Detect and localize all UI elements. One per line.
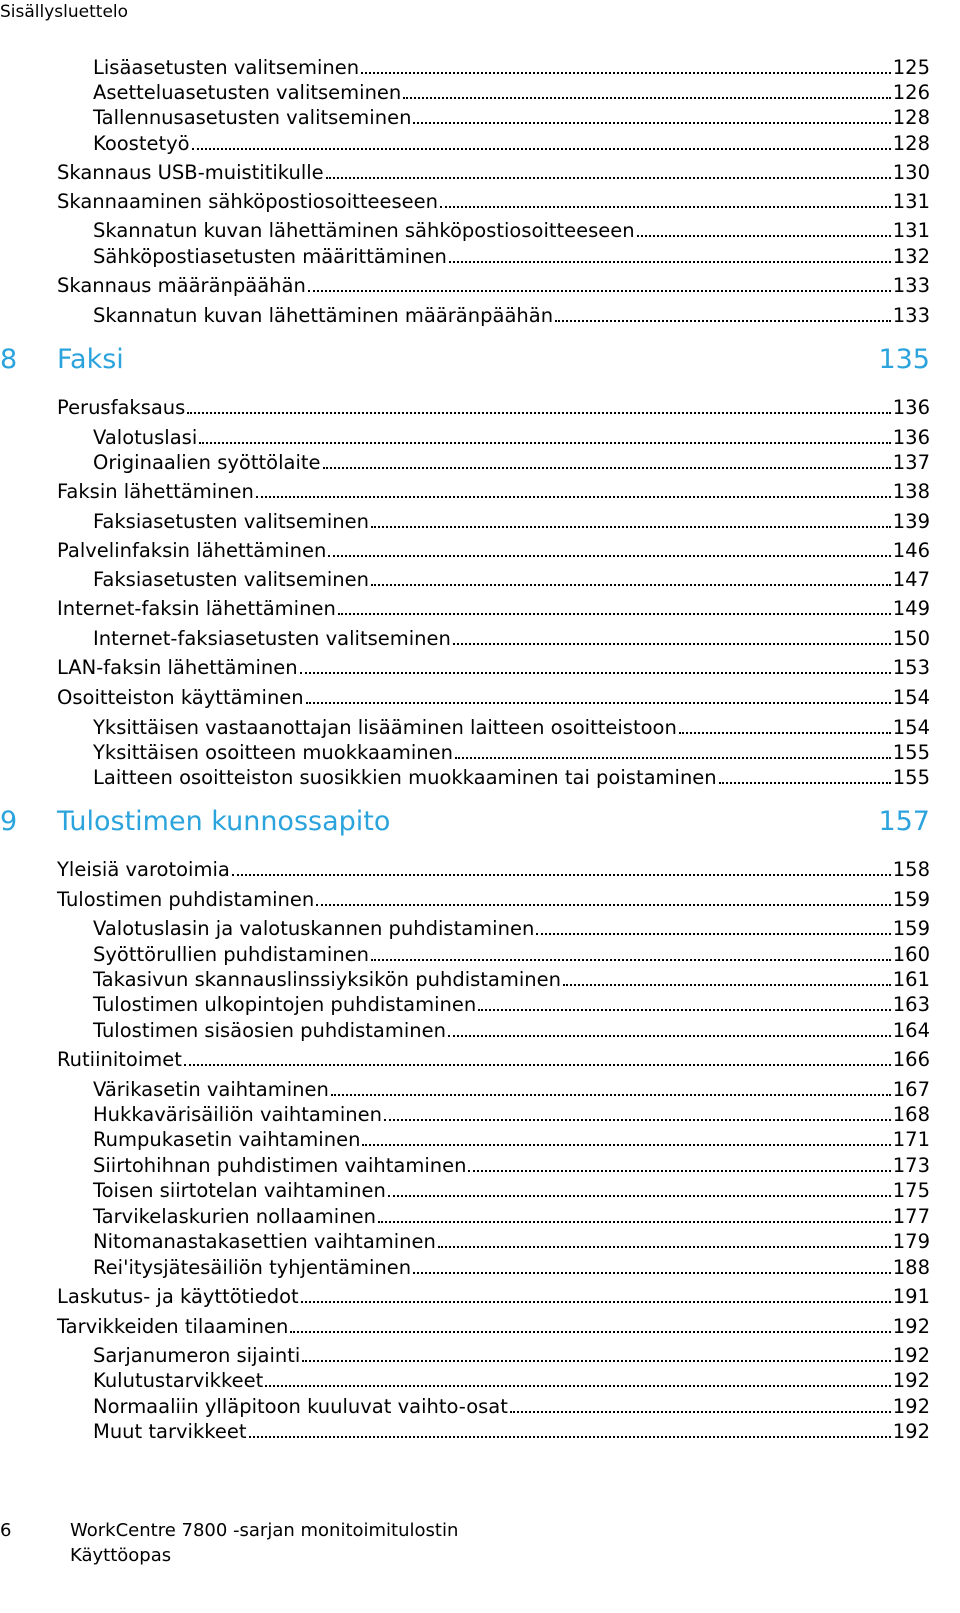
dot-leader [478, 1009, 891, 1011]
toc-entry-title: Skannaus USB-muistitikulle [57, 161, 324, 184]
toc-entry-page: 192 [892, 1395, 930, 1418]
toc-entry-page: 128 [892, 106, 930, 129]
toc-entry-page: 191 [892, 1285, 930, 1308]
toc-entry-page: 166 [892, 1048, 930, 1071]
dot-leader [378, 1221, 891, 1223]
toc-entry-page: 125 [892, 56, 930, 79]
dot-leader [328, 555, 890, 557]
toc-entry[interactable] [93, 1127, 930, 1153]
toc-entry[interactable] [93, 244, 930, 270]
toc-entry[interactable] [93, 1204, 930, 1230]
footer-product-name: WorkCentre 7800 -sarjan monitoimitulostin [70, 1520, 459, 1541]
dot-leader [403, 97, 890, 99]
toc-entry[interactable] [93, 992, 930, 1018]
toc-entry[interactable] [93, 1229, 930, 1255]
toc-entry[interactable] [93, 509, 930, 535]
dot-leader [453, 643, 891, 645]
toc-entry[interactable] [57, 479, 930, 505]
dot-leader [306, 702, 891, 704]
toc-entry-page: 130 [892, 161, 930, 184]
toc-entry-page: 158 [892, 858, 930, 881]
dot-leader [338, 613, 891, 615]
toc-entry-title: Normaaliin ylläpitoon kuuluvat vaihto-osat [93, 1395, 508, 1418]
toc-entry-title: Perusfaksaus [57, 396, 186, 419]
toc-entry-title: Internet-faksiasetusten valitseminen [93, 627, 451, 650]
toc-entry-page: 192 [892, 1420, 930, 1443]
toc-entry-title: Valotuslasi [93, 426, 198, 449]
toc-entry[interactable] [93, 80, 930, 106]
toc-entry-title: Tarvikkeiden tilaaminen [57, 1315, 289, 1338]
toc-entry[interactable] [93, 967, 930, 993]
toc-entry-title: Muut tarvikkeet [93, 1420, 247, 1443]
toc-entry-page: 168 [892, 1103, 930, 1126]
toc-entry-title: Rei'itysjätesäiliön tyhjentäminen [93, 1256, 412, 1279]
toc-entry[interactable] [93, 1018, 930, 1044]
toc-entry[interactable] [93, 626, 930, 652]
toc-entry-title: Hukkavärisäiliön vaihtaminen [93, 1103, 382, 1126]
dot-leader [265, 1385, 891, 1387]
toc-entry-title: Lisäasetusten valitseminen [93, 56, 360, 79]
toc-entry-page: 155 [892, 766, 930, 789]
toc-entry-title: Tallennusasetusten valitseminen [93, 106, 412, 129]
toc-entry-title: Skannaus määränpäähän [57, 274, 306, 297]
toc-entry-page: 147 [892, 568, 930, 591]
dot-leader [371, 526, 891, 528]
page-number: 6 [0, 1520, 12, 1541]
toc-entry[interactable] [93, 131, 930, 157]
dot-leader [316, 904, 891, 906]
toc-entry-title: Yleisiä varotoimia [57, 858, 230, 881]
toc-entry-title: Yksittäisen vastaanottajan lisääminen laitteen osoitteistoon [93, 716, 677, 739]
toc-entry-title: Laitteen osoitteiston suosikkien muokkaaminen tai poistaminen [93, 766, 717, 789]
toc-entry[interactable] [93, 1368, 930, 1394]
toc-entry[interactable] [93, 1178, 930, 1204]
toc-entry[interactable] [93, 765, 930, 791]
dot-leader [388, 1195, 891, 1197]
toc-entry-title: Faksin lähettäminen [57, 480, 254, 503]
dot-leader [199, 442, 891, 444]
toc-entry[interactable] [57, 1314, 930, 1340]
toc-entry-title: Skannaaminen sähköpostiosoitteeseen [57, 190, 438, 213]
toc-entry[interactable] [93, 303, 930, 329]
toc-entry[interactable] [93, 740, 930, 766]
dot-leader [302, 1360, 890, 1362]
toc-entry-page: 175 [892, 1179, 930, 1202]
chapter-title: Faksi [57, 343, 124, 375]
toc-entry[interactable] [57, 395, 930, 421]
toc-entry-page: 179 [892, 1230, 930, 1253]
toc-entry-page: 128 [892, 132, 930, 155]
chapter-number: 9 [0, 805, 18, 837]
toc-entry-page: 150 [892, 627, 930, 650]
chapter-title: Tulostimen kunnossapito [57, 805, 391, 837]
toc-entry-title: Kulutustarvikkeet [93, 1369, 264, 1392]
toc-entry-page: 173 [892, 1154, 930, 1177]
toc-entry-title: Syöttörullien puhdistaminen [93, 943, 370, 966]
dot-leader [563, 984, 891, 986]
toc-entry[interactable] [93, 1077, 930, 1103]
toc-entry[interactable] [57, 685, 930, 711]
toc-entry-title: Faksiasetusten valitseminen [93, 568, 369, 591]
toc-entry-page: 159 [892, 917, 930, 940]
toc-entry[interactable] [57, 887, 930, 913]
dot-leader [510, 1411, 891, 1413]
toc-entry[interactable] [93, 942, 930, 968]
dot-leader [187, 412, 890, 414]
toc-entry[interactable] [93, 1343, 930, 1369]
dot-leader [555, 320, 891, 322]
toc-entry[interactable] [57, 538, 930, 564]
toc-entry[interactable] [93, 1394, 930, 1420]
toc-entry[interactable] [93, 567, 930, 593]
toc-entry-page: 154 [892, 716, 930, 739]
toc-entry[interactable] [93, 1419, 930, 1445]
toc-entry-page: 131 [892, 190, 930, 213]
toc-entry-title: Takasivun skannauslinssiyksikön puhdistaminen [93, 968, 562, 991]
dot-leader [371, 584, 891, 586]
toc-entry-title: LAN-faksin lähettäminen [57, 656, 298, 679]
toc-entry-title: Osoitteiston käyttäminen [57, 686, 304, 709]
dot-leader [637, 235, 891, 237]
toc-entry-page: 136 [892, 396, 930, 419]
toc-entry-title: Yksittäisen osoitteen muokkaaminen [93, 741, 453, 764]
toc-entry-title: Skannatun kuvan lähettäminen määränpäähän [93, 304, 554, 327]
toc-entry-page: 171 [892, 1128, 930, 1151]
toc-entry-title: Siirtohihnan puhdistimen vaihtaminen [93, 1154, 467, 1177]
toc-entry[interactable] [93, 55, 930, 81]
toc-entry-title: Rumpukasetin vaihtaminen [93, 1128, 361, 1151]
toc-entry-page: 131 [892, 219, 930, 242]
toc-entry-title: Asetteluasetusten valitseminen [93, 81, 402, 104]
toc-chapter-heading[interactable] [0, 803, 930, 839]
toc-entry-title: Palvelinfaksin lähettäminen [57, 539, 327, 562]
toc-entry-page: 146 [892, 539, 930, 562]
toc-entry-page: 192 [892, 1369, 930, 1392]
dot-leader [256, 496, 891, 498]
toc-entry-title: Tarvikelaskurien nollaaminen [93, 1205, 376, 1228]
dot-leader [371, 959, 891, 961]
dot-leader [438, 1246, 891, 1248]
toc-entry[interactable] [57, 857, 930, 883]
toc-entry-title: Tulostimen puhdistaminen [57, 888, 315, 911]
chapter-number: 8 [0, 343, 18, 375]
dot-leader [290, 1331, 890, 1333]
toc-entry-page: 164 [892, 1019, 930, 1042]
toc-entry-title: Sähköpostiasetusten määrittäminen [93, 245, 447, 268]
toc-entry-page: 133 [892, 304, 930, 327]
dot-leader [326, 177, 891, 179]
toc-entry[interactable] [93, 450, 930, 476]
chapter-page: 157 [878, 805, 930, 837]
toc-entry-title: Originaalien syöttölaite [93, 451, 321, 474]
toc-entry-page: 133 [892, 274, 930, 297]
toc-entry-title: Nitomanastakasettien vaihtaminen [93, 1230, 436, 1253]
dot-leader [413, 122, 890, 124]
toc-entry[interactable] [57, 1284, 930, 1310]
toc-entry[interactable] [93, 1102, 930, 1128]
toc-entry-title: Toisen siirtotelan vaihtaminen [93, 1179, 386, 1202]
toc-entry-page: 137 [892, 451, 930, 474]
toc-entry-title: Internet-faksin lähettäminen [57, 597, 336, 620]
toc-entry[interactable] [93, 105, 930, 131]
toc-entry-page: 167 [892, 1078, 930, 1101]
dot-leader [323, 467, 891, 469]
toc-entry[interactable] [93, 1255, 930, 1281]
toc-entry-page: 192 [892, 1315, 930, 1338]
dot-leader [440, 206, 891, 208]
dot-leader [301, 1301, 891, 1303]
toc-entry[interactable] [57, 1047, 930, 1073]
toc-entry[interactable] [93, 715, 930, 741]
dot-leader [384, 1119, 891, 1121]
toc-entry[interactable] [57, 160, 930, 186]
dot-leader [448, 1035, 891, 1037]
toc-entry-page: 153 [892, 656, 930, 679]
chapter-page: 135 [878, 343, 930, 375]
running-header: Sisällysluettelo [0, 2, 129, 22]
dot-leader [300, 672, 891, 674]
dot-leader [184, 1064, 891, 1066]
toc-entry-title: Tulostimen ulkopintojen puhdistaminen [93, 993, 477, 1016]
dot-leader [679, 732, 891, 734]
toc-entry-page: 160 [892, 943, 930, 966]
toc-entry[interactable] [93, 425, 930, 451]
toc-entry[interactable] [57, 655, 930, 681]
toc-entry-page: 163 [892, 993, 930, 1016]
toc-entry[interactable] [57, 596, 930, 622]
dot-leader [331, 1094, 891, 1096]
toc-entry-title: Skannatun kuvan lähettäminen sähköpostiosoitteeseen [93, 219, 635, 242]
toc-entry-page: 155 [892, 741, 930, 764]
toc-entry-title: Rutiinitoimet [57, 1048, 182, 1071]
toc-entry-title: Sarjanumeron sijainti [93, 1344, 301, 1367]
dot-leader [719, 782, 891, 784]
dot-leader [192, 148, 891, 150]
toc-entry-title: Koostetyö [93, 132, 190, 155]
toc-entry-page: 132 [892, 245, 930, 268]
dot-leader [232, 874, 891, 876]
toc-entry-page: 188 [892, 1256, 930, 1279]
toc-entry-page: 138 [892, 480, 930, 503]
toc-entry-page: 159 [892, 888, 930, 911]
toc-entry-page: 192 [892, 1344, 930, 1367]
toc-entry-page: 139 [892, 510, 930, 533]
dot-leader [361, 72, 891, 74]
toc-entry-page: 136 [892, 426, 930, 449]
toc-entry-title: Faksiasetusten valitseminen [93, 510, 369, 533]
toc-entry-page: 126 [892, 81, 930, 104]
toc-entry-title: Laskutus- ja käyttötiedot [57, 1285, 299, 1308]
dot-leader [249, 1436, 891, 1438]
toc-entry[interactable] [57, 189, 930, 215]
toc-chapter-heading[interactable] [0, 341, 930, 377]
toc-entry[interactable] [93, 916, 930, 942]
toc-entry-title: Värikasetin vaihtaminen [93, 1078, 329, 1101]
dot-leader [536, 933, 890, 935]
dot-leader [449, 261, 891, 263]
toc-entry-page: 161 [892, 968, 930, 991]
dot-leader [455, 757, 891, 759]
footer-guide-name: Käyttöopas [70, 1545, 172, 1566]
toc-entry-title: Valotuslasin ja valotuskannen puhdistaminen [93, 917, 535, 940]
toc-entry-page: 177 [892, 1205, 930, 1228]
toc-entry-page: 154 [892, 686, 930, 709]
toc-entry-title: Tulostimen sisäosien puhdistaminen [93, 1019, 446, 1042]
toc-entry[interactable] [57, 273, 930, 299]
toc-entry[interactable] [93, 218, 930, 244]
toc-entry[interactable] [93, 1153, 930, 1179]
dot-leader [362, 1144, 890, 1146]
dot-leader [308, 290, 891, 292]
toc-entry-page: 149 [892, 597, 930, 620]
dot-leader [468, 1170, 890, 1172]
dot-leader [413, 1272, 891, 1274]
